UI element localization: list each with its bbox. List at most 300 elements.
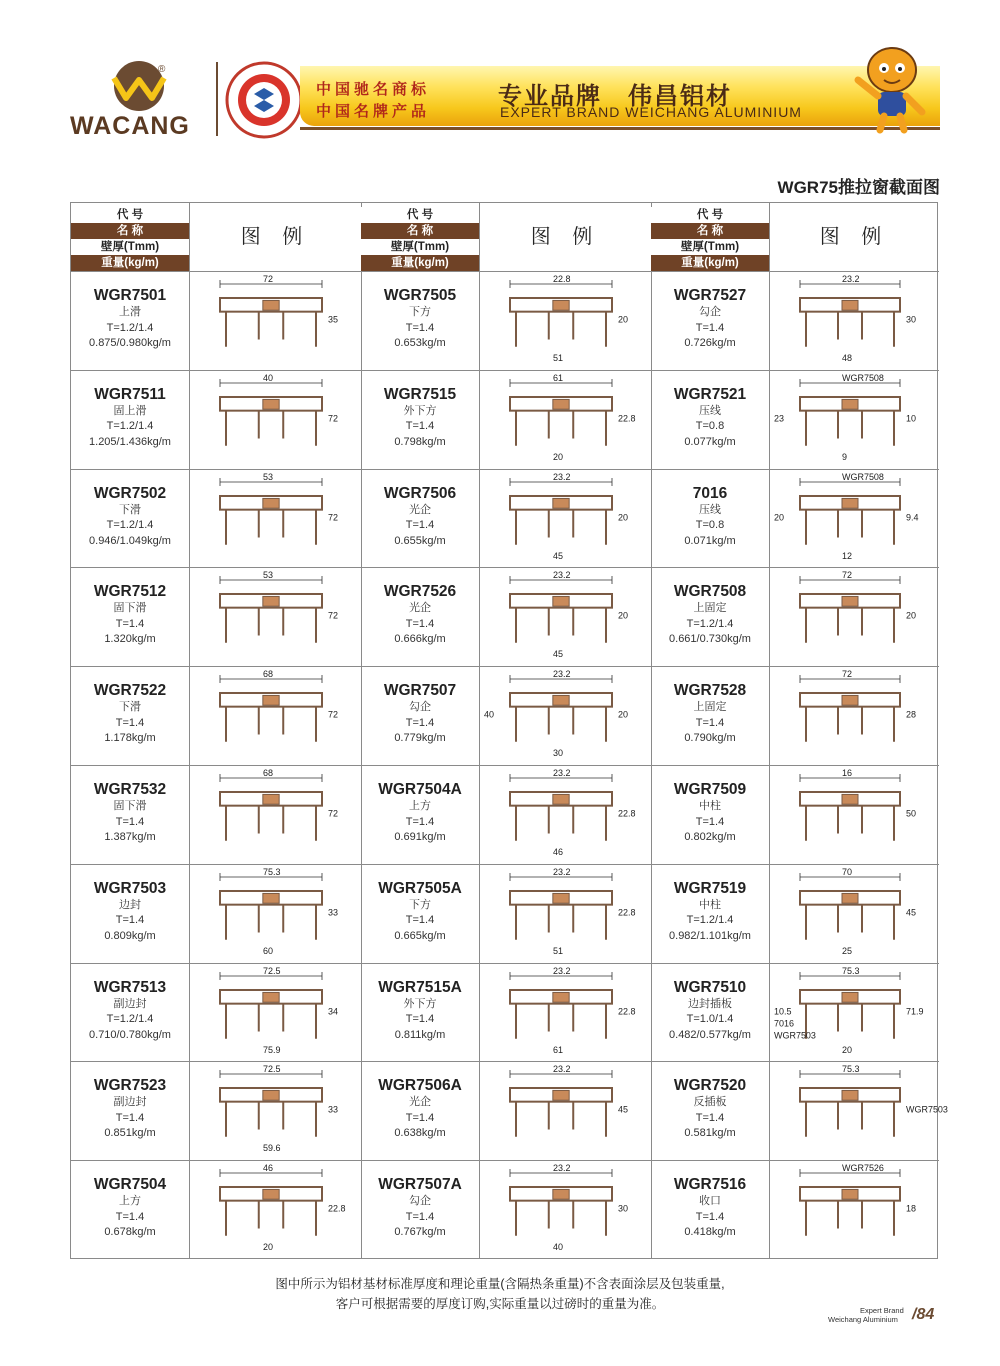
profile-info — [361, 568, 479, 666]
profile-legs — [226, 904, 316, 939]
profile-info — [361, 865, 479, 963]
profile-weight: 0.851kg/m — [104, 1127, 156, 1140]
profile-legs — [516, 509, 606, 544]
profile-figure — [189, 865, 361, 963]
dimension-label: 51 — [553, 945, 564, 956]
profile-thickness: T=1.4 — [405, 716, 435, 729]
profile-info — [71, 964, 189, 1062]
profile-drawing — [480, 1062, 652, 1161]
profile-code: WGR7521 — [673, 385, 747, 403]
dimension-label: 10.5 — [774, 1005, 792, 1016]
profile-thickness: T=1.4 — [405, 420, 435, 433]
brand-english: EXPERT BRAND WEICHANG ALUMINIUM — [500, 104, 802, 120]
profile-name: 收口 — [699, 1195, 721, 1208]
profile-weight: 0.661/0.730kg/m — [669, 633, 751, 646]
profile-legs — [226, 707, 316, 742]
profile-name: 反插板 — [693, 1096, 727, 1109]
header-name: 名 称 — [651, 223, 769, 239]
profile-legs — [806, 312, 894, 347]
profile-drawing — [480, 272, 652, 371]
profile-weight: 0.071kg/m — [684, 534, 736, 547]
header-code: 代 号 — [71, 207, 189, 223]
profile-info — [651, 1161, 769, 1259]
profile-legs — [806, 707, 894, 742]
profile-drawing — [190, 1062, 362, 1161]
dimension-label: 18 — [905, 1203, 916, 1214]
profile-figure — [189, 1161, 361, 1259]
profile-legs — [226, 1003, 316, 1038]
thermal-break-strip — [553, 1190, 569, 1200]
thermal-break-strip — [842, 893, 858, 903]
thermal-break-strip — [842, 794, 858, 804]
profile-code: WGR7505 — [383, 287, 457, 304]
profile-thickness: T=1.4 — [405, 1210, 435, 1223]
footer-weichang: Weichang Aluminium — [828, 1315, 898, 1324]
profile-code: WGR7507 — [383, 682, 457, 700]
profile-weight: 1.387kg/m — [104, 831, 156, 843]
dimension-label: 72.5 — [263, 1064, 281, 1075]
dimension-label: 40 — [484, 709, 495, 720]
profile-legs — [226, 806, 316, 841]
profile-name: 压线 — [699, 404, 721, 417]
profile-figure — [479, 667, 651, 765]
profile-figure — [189, 371, 361, 469]
thermal-break-strip — [263, 794, 279, 804]
header-code: 代 号 — [361, 207, 479, 223]
header-figure: 图 例 — [189, 203, 361, 271]
table-row — [651, 271, 939, 370]
profile-code: WGR7505A — [378, 879, 462, 897]
dimension-label: 25 — [842, 945, 853, 956]
dimension-label: 59.6 — [263, 1143, 281, 1154]
profile-thickness: T=1.4 — [115, 617, 145, 630]
profile-thickness: T=1.4 — [405, 914, 435, 927]
dimension-label: 20 — [905, 610, 916, 621]
header-thickness: 壁厚(Tmm) — [651, 239, 769, 255]
profile-legs — [806, 509, 894, 544]
footer-expert-brand: Expert Brand — [860, 1306, 904, 1315]
profile-figure — [479, 470, 651, 568]
profile-drawing — [770, 568, 940, 667]
profile-drawing — [190, 371, 362, 470]
dimension-label: 23 — [774, 413, 785, 424]
profile-figure — [769, 1062, 948, 1160]
header-name: 名 称 — [361, 223, 479, 239]
dimension-label: 7016 — [774, 1017, 795, 1028]
dimension-label: 72 — [327, 610, 338, 621]
profile-info — [71, 865, 189, 963]
thermal-break-strip — [553, 893, 569, 903]
dimension-label: 48 — [842, 352, 853, 363]
dimension-label: 71.9 — [905, 1005, 924, 1016]
dimension-label: 20 — [263, 1241, 274, 1252]
dimension-label: 45 — [905, 907, 916, 918]
profile-weight: 0.802kg/m — [684, 831, 736, 843]
profile-thickness: T=1.4 — [695, 1111, 725, 1124]
profile-thickness: T=1.2/1.4 — [106, 420, 154, 433]
profile-weight: 0.655kg/m — [394, 534, 446, 547]
profile-figure — [769, 964, 939, 1062]
profile-legs — [516, 1003, 606, 1038]
table-row — [651, 666, 939, 765]
dimension-label: 34 — [327, 1005, 338, 1016]
profile-legs — [516, 1102, 606, 1137]
china-top-brand-badge-icon — [224, 60, 304, 140]
dimension-label: 72 — [327, 709, 338, 720]
profile-weight: 0.779kg/m — [394, 732, 446, 745]
footer-note-line-1: 图中所示为铝材基材标准厚度和理论重量(含隔热条重量)不含表面涂层及包装重量, — [275, 1277, 725, 1291]
table-row — [651, 765, 939, 864]
profile-info — [651, 964, 769, 1062]
profile-info — [71, 1062, 189, 1160]
profile-drawing — [190, 568, 362, 667]
profile-name: 中柱 — [699, 800, 721, 812]
profile-drawing — [770, 1062, 948, 1161]
profile-code: WGR7515A — [378, 978, 462, 996]
profile-thickness: T=1.4 — [405, 321, 435, 334]
thermal-break-strip — [263, 696, 279, 706]
profile-code: WGR7515 — [383, 385, 457, 403]
profile-figure — [189, 766, 361, 864]
profile-thickness: T=1.4 — [695, 1210, 725, 1223]
dimension-label: 75.3 — [842, 1064, 860, 1075]
footer-note-line-2: 客户可根据需要的厚度订购,实际重量以过磅时的重量为准。 — [335, 1297, 665, 1311]
profile-code: 7016 — [692, 484, 728, 502]
thermal-break-strip — [842, 498, 858, 508]
profile-code: WGR7527 — [673, 287, 747, 304]
profile-legs — [806, 1102, 894, 1137]
profile-drawing — [480, 667, 652, 766]
dimension-label: WGR7508 — [842, 372, 884, 383]
table-row — [651, 567, 939, 666]
profile-info — [651, 470, 769, 568]
dimension-label: 33 — [327, 907, 338, 918]
profile-code: WGR7513 — [93, 978, 167, 996]
dimension-label: 46 — [263, 1163, 274, 1174]
thermal-break-strip — [842, 992, 858, 1002]
profile-figure — [479, 1062, 651, 1160]
profile-info — [361, 766, 479, 864]
profile-info — [71, 371, 189, 469]
header-weight: 重量(kg/m) — [651, 255, 769, 271]
dimension-label: 20 — [842, 1044, 853, 1055]
profile-legs — [806, 608, 894, 643]
dimension-label: 72 — [842, 669, 853, 680]
profile-code: WGR7508 — [673, 583, 747, 601]
table-row — [71, 963, 361, 1062]
profile-weight: 1.320kg/m — [104, 633, 156, 646]
profile-weight: 0.767kg/m — [394, 1226, 446, 1239]
dimension-label: 23.2 — [553, 471, 571, 482]
profile-thickness: T=1.2/1.4 — [686, 617, 734, 630]
table-row — [361, 765, 651, 864]
profile-code: WGR7526 — [383, 583, 457, 601]
profile-name: 上滑 — [119, 306, 141, 318]
dimension-label: 61 — [553, 372, 564, 383]
header-labels — [361, 203, 479, 271]
profile-legs — [226, 1201, 316, 1236]
profile-code: WGR7520 — [673, 1077, 747, 1095]
dimension-label: 72 — [842, 570, 853, 581]
profile-legs — [226, 1102, 316, 1137]
profile-weight: 0.638kg/m — [394, 1127, 446, 1140]
dimension-label: 22.8 — [617, 808, 636, 819]
thermal-break-strip — [553, 1091, 569, 1101]
dimension-label: 70 — [842, 866, 853, 877]
profile-thickness: T=1.4 — [115, 914, 145, 927]
dimension-label: 9.4 — [905, 511, 919, 522]
profile-code: WGR7523 — [93, 1077, 167, 1095]
profile-weight: 0.875/0.980kg/m — [89, 337, 171, 349]
dimension-label: 46 — [553, 846, 564, 857]
profile-name: 上固定 — [693, 701, 727, 714]
profile-legs — [806, 410, 894, 445]
header-weight: 重量(kg/m) — [71, 255, 189, 271]
profile-drawing — [770, 766, 940, 865]
profile-info — [71, 766, 189, 864]
profile-figure — [769, 371, 939, 469]
profile-drawing — [190, 272, 362, 371]
profile-weight: 0.482/0.577kg/m — [669, 1028, 751, 1041]
profile-name: 勾企 — [699, 306, 721, 318]
profile-name: 上方 — [119, 1195, 141, 1208]
profile-thickness: T=1.2/1.4 — [106, 519, 154, 532]
profile-legs — [516, 707, 606, 742]
dimension-label: 75.9 — [263, 1044, 281, 1055]
slogan-line-1: 中国驰名商标 — [316, 81, 431, 98]
profile-figure — [479, 766, 651, 864]
profile-name: 中柱 — [699, 898, 721, 911]
profile-drawing — [480, 766, 652, 865]
profile-legs — [516, 312, 606, 347]
profile-name: 外下方 — [403, 997, 437, 1010]
profile-drawing — [480, 1161, 652, 1260]
header-weight: 重量(kg/m) — [361, 255, 479, 271]
profile-name: 外下方 — [403, 404, 437, 417]
profile-name: 上方 — [409, 800, 431, 812]
profile-name: 压线 — [699, 503, 721, 516]
profile-drawing — [190, 1161, 362, 1260]
dimension-label: 23.2 — [553, 570, 571, 581]
profile-code: WGR7510 — [673, 978, 747, 996]
profile-figure — [769, 272, 939, 370]
dimension-label: WGR7526 — [842, 1163, 884, 1174]
table-row — [71, 765, 361, 864]
dimension-label: 20 — [617, 511, 628, 522]
dimension-label: 35 — [327, 314, 338, 325]
profile-code: WGR7502 — [93, 484, 167, 502]
profile-thickness: T=1.4 — [695, 815, 725, 828]
profile-info — [361, 1161, 479, 1259]
dimension-label: 22.8 — [327, 1203, 346, 1214]
profile-weight: 0.077kg/m — [684, 435, 736, 448]
profile-drawing — [770, 865, 940, 964]
profile-thickness: T=1.2/1.4 — [106, 321, 154, 334]
profile-weight: 0.946/1.049kg/m — [89, 534, 171, 547]
profile-figure — [189, 272, 361, 370]
profile-weight: 0.653kg/m — [394, 337, 446, 349]
dimension-label: 28 — [905, 709, 916, 720]
dimension-label: 22.8 — [617, 1005, 636, 1016]
profile-thickness: T=1.2/1.4 — [686, 914, 734, 927]
table-row — [361, 1160, 651, 1259]
profile-weight: 0.710/0.780kg/m — [89, 1028, 171, 1041]
profile-name: 光企 — [409, 1096, 431, 1109]
profile-weight: 0.811kg/m — [394, 1028, 446, 1041]
profile-drawing — [480, 568, 652, 667]
profile-weight: 0.691kg/m — [394, 831, 446, 843]
profile-drawing — [770, 272, 940, 371]
thermal-break-strip — [553, 399, 569, 409]
dimension-label: 72 — [327, 413, 338, 424]
profile-drawing — [770, 470, 940, 569]
page-title: WGR75推拉窗截面图 — [777, 178, 940, 197]
table-row — [651, 469, 939, 568]
profile-info — [651, 667, 769, 765]
profile-code: WGR7509 — [673, 781, 747, 798]
table-row — [71, 271, 361, 370]
dimension-label: 40 — [553, 1241, 564, 1252]
profile-info — [651, 272, 769, 370]
profile-name: 勾企 — [409, 701, 431, 714]
thermal-break-strip — [842, 597, 858, 607]
dimension-label: 20 — [617, 610, 628, 621]
profile-figure — [769, 766, 939, 864]
dimension-label: 23.2 — [553, 1064, 571, 1075]
profile-code: WGR7507A — [378, 1176, 462, 1194]
profile-table — [70, 202, 948, 1259]
profile-code: WGR7519 — [673, 879, 747, 897]
dimension-label: 61 — [553, 1044, 564, 1055]
profile-weight: 0.678kg/m — [104, 1226, 156, 1239]
profile-figure — [479, 568, 651, 666]
table-row — [361, 864, 651, 963]
profile-code: WGR7506 — [383, 484, 457, 502]
dimension-label: 30 — [553, 747, 564, 758]
profile-figure — [189, 964, 361, 1062]
thermal-break-strip — [263, 893, 279, 903]
profile-figure — [769, 568, 939, 666]
thermal-break-strip — [263, 1190, 279, 1200]
dimension-label: 12 — [842, 550, 853, 561]
profile-weight: 0.581kg/m — [684, 1127, 736, 1140]
profile-thickness: T=0.8 — [695, 519, 725, 532]
profile-figure — [479, 964, 651, 1062]
profile-thickness: T=1.0/1.4 — [686, 1013, 734, 1026]
table-row — [361, 1061, 651, 1160]
profile-info — [361, 667, 479, 765]
profile-weight: 0.798kg/m — [394, 435, 446, 448]
profile-thickness: T=1.4 — [405, 1013, 435, 1026]
profile-name: 边封插板 — [688, 997, 732, 1010]
dimension-label: 72 — [327, 511, 338, 522]
table-row — [361, 370, 651, 469]
profile-name: 光企 — [409, 602, 431, 615]
profile-figure — [769, 865, 939, 963]
dimension-label: 53 — [263, 471, 274, 482]
thermal-break-strip — [263, 399, 279, 409]
profile-weight: 0.726kg/m — [684, 337, 736, 349]
dimension-label: 20 — [553, 451, 564, 462]
dimension-label: 72.5 — [263, 965, 281, 976]
profile-figure — [769, 1161, 939, 1259]
profile-code: WGR7501 — [93, 287, 167, 304]
table-row — [651, 1061, 948, 1160]
dimension-label: 30 — [905, 314, 916, 325]
profile-thickness: T=1.4 — [115, 716, 145, 729]
profile-weight: 1.205/1.436kg/m — [89, 435, 171, 448]
wacang-logo-icon — [96, 60, 182, 112]
profile-name: 下方 — [409, 898, 431, 911]
profile-figure — [189, 667, 361, 765]
header-thickness: 壁厚(Tmm) — [71, 239, 189, 255]
profile-weight: 1.178kg/m — [104, 732, 156, 745]
profile-legs — [226, 410, 316, 445]
slogan-line-2: 中国名牌产品 — [316, 103, 431, 120]
page-header — [0, 0, 1000, 160]
header-name: 名 称 — [71, 223, 189, 239]
profile-thickness: T=1.4 — [115, 1210, 145, 1223]
thermal-break-strip — [263, 992, 279, 1002]
profile-code: WGR7516 — [673, 1176, 747, 1194]
profile-figure — [189, 568, 361, 666]
table-row — [361, 963, 651, 1062]
profile-weight: 0.418kg/m — [684, 1226, 736, 1239]
thermal-break-strip — [842, 300, 858, 310]
table-row — [71, 469, 361, 568]
profile-legs — [806, 1003, 894, 1038]
thermal-break-strip — [842, 399, 858, 409]
dimension-label: 20 — [617, 709, 628, 720]
dimension-label: 20 — [617, 314, 628, 325]
profile-name: 下滑 — [119, 701, 141, 714]
profile-drawing — [770, 1161, 940, 1260]
profile-figure — [479, 1161, 651, 1259]
dimension-label: 45 — [553, 649, 564, 660]
thermal-break-strip — [842, 696, 858, 706]
table-row — [361, 666, 651, 765]
profile-drawing — [480, 964, 652, 1063]
thermal-break-strip — [263, 300, 279, 310]
profile-thickness: T=1.4 — [695, 321, 725, 334]
dimension-label: 23.2 — [553, 866, 571, 877]
profile-info — [651, 766, 769, 864]
profile-legs — [226, 312, 316, 347]
profile-name: 副边封 — [113, 1096, 147, 1109]
thermal-break-strip — [842, 1190, 858, 1200]
dimension-label: 20 — [774, 511, 785, 522]
profile-drawing — [190, 766, 362, 865]
profile-info — [361, 470, 479, 568]
header-divider — [216, 62, 218, 136]
profile-name: 固上滑 — [113, 404, 147, 417]
profile-info — [71, 568, 189, 666]
dimension-label: WGR7503 — [774, 1029, 816, 1040]
dimension-label: WGR7508 — [842, 471, 884, 482]
dimension-label: 9 — [842, 451, 848, 462]
profile-legs — [516, 608, 606, 643]
dimension-label: 45 — [617, 1104, 628, 1115]
profile-weight: 0.665kg/m — [394, 929, 446, 942]
profile-info — [651, 1062, 769, 1160]
dimension-label: 68 — [263, 669, 274, 680]
profile-thickness: T=1.4 — [695, 716, 725, 729]
table-row — [71, 1061, 361, 1160]
page-number: /84 — [912, 1306, 935, 1323]
table-row — [651, 963, 939, 1062]
profile-code: WGR7503 — [93, 879, 167, 897]
dimension-label: 72 — [327, 808, 338, 819]
